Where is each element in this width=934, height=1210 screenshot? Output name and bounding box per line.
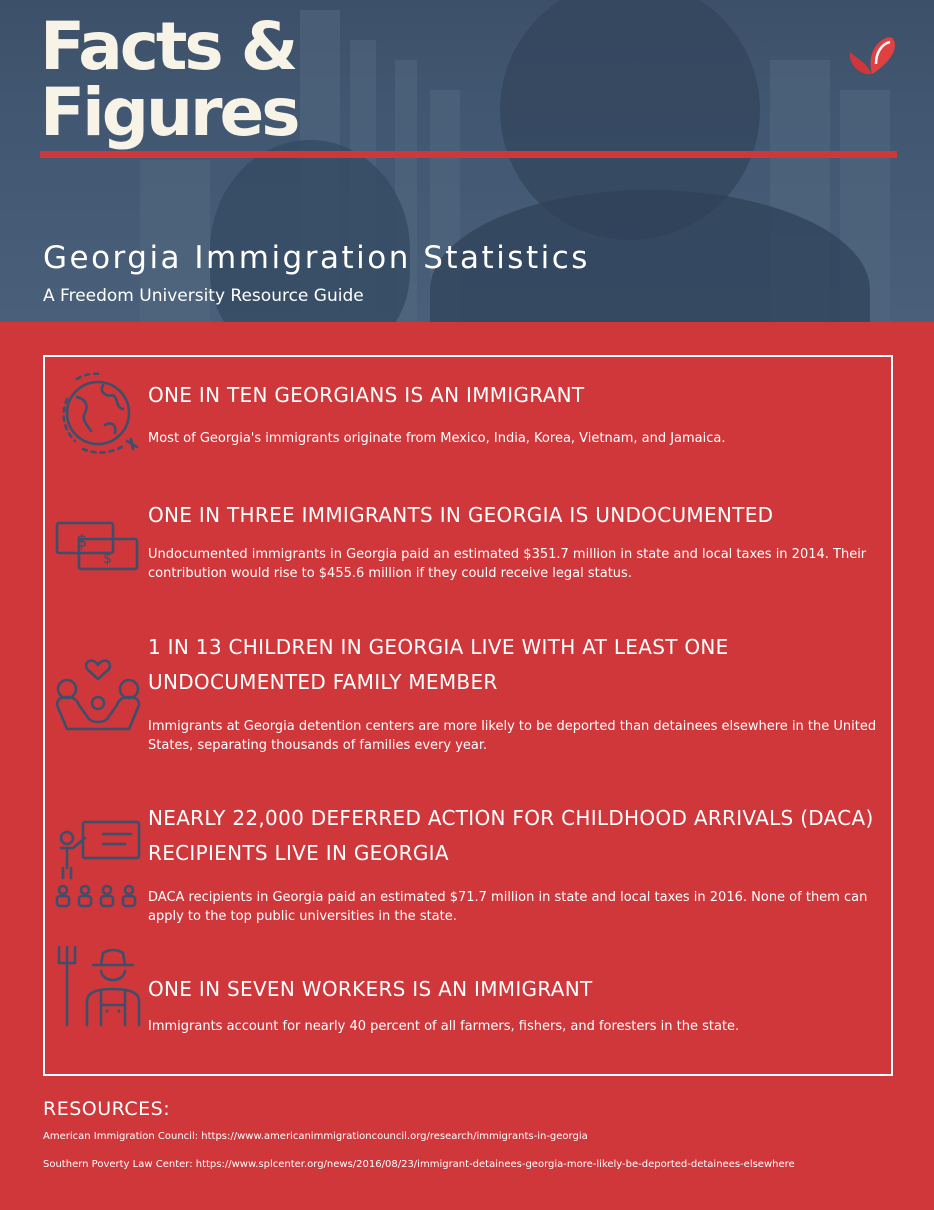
fact-body: Immigrants account for nearly 40 percent of all farmers, fishers, and foresters in the state. xyxy=(148,1019,740,1034)
fact-heading: NEARLY 22,000 DEFERRED ACTION FOR CHILDHOOD ARRIVALS (DACA) RECIPIENTS LIVE IN GEORGIA xyxy=(148,806,874,865)
fact-heading: ONE IN TEN GEORGIANS IS AN IMMIGRANT xyxy=(148,383,585,407)
resources-heading: RESOURCES: xyxy=(43,1098,171,1120)
fact-body: Immigrants at Georgia detention centers are more likely to be deported than detainees elsewhere in the United States, separating thousands of families every year. xyxy=(148,719,877,753)
fact-body: Undocumented immigrants in Georgia paid an estimated $351.7 million in state and local taxes in 2014. Their contribution would rise to $455.6 million if they could receive legal status. xyxy=(148,547,867,581)
title-underline xyxy=(40,151,897,158)
classroom-icon xyxy=(53,816,143,908)
svg-text:$: $ xyxy=(103,551,112,567)
fact-heading: ONE IN SEVEN WORKERS IS AN IMMIGRANT xyxy=(148,977,593,1001)
resource-link[interactable]: Southern Poverty Law Center: https://www.splcenter.org/news/2016/08/23/immigrant-detainees-georgia-more-likely-be-deported-detainees-elsewhere xyxy=(43,1159,795,1170)
tagline: A Freedom University Resource Guide xyxy=(43,286,364,306)
butterfly-logo-icon xyxy=(846,34,898,80)
money-icon xyxy=(53,517,143,577)
family-icon xyxy=(53,649,143,733)
fact-heading: 1 IN 13 CHILDREN IN GEORGIA LIVE WITH AT LEAST ONE UNDOCUMENTED FAMILY MEMBER xyxy=(148,635,729,694)
fact-body: DACA recipients in Georgia paid an estimated $71.7 million in state and local taxes in 2016. None of them can apply to the top public universities in the state. xyxy=(148,890,868,924)
page-title: Facts & Figures xyxy=(40,8,298,151)
globe-icon xyxy=(53,369,143,457)
fact-body: Most of Georgia's immigrants originate from Mexico, India, Korea, Vietnam, and Jamaica. xyxy=(148,431,726,446)
subtitle: Georgia Immigration Statistics xyxy=(43,240,590,276)
svg-text:$: $ xyxy=(76,531,88,552)
farmer-icon xyxy=(53,941,143,1031)
fact-heading: ONE IN THREE IMMIGRANTS IN GEORGIA IS UNDOCUMENTED xyxy=(148,503,774,527)
facts-box xyxy=(43,355,893,1076)
resource-link[interactable]: American Immigration Council: https://www.americanimmigrationcouncil.org/research/immigrants-in-georgia xyxy=(43,1131,588,1142)
